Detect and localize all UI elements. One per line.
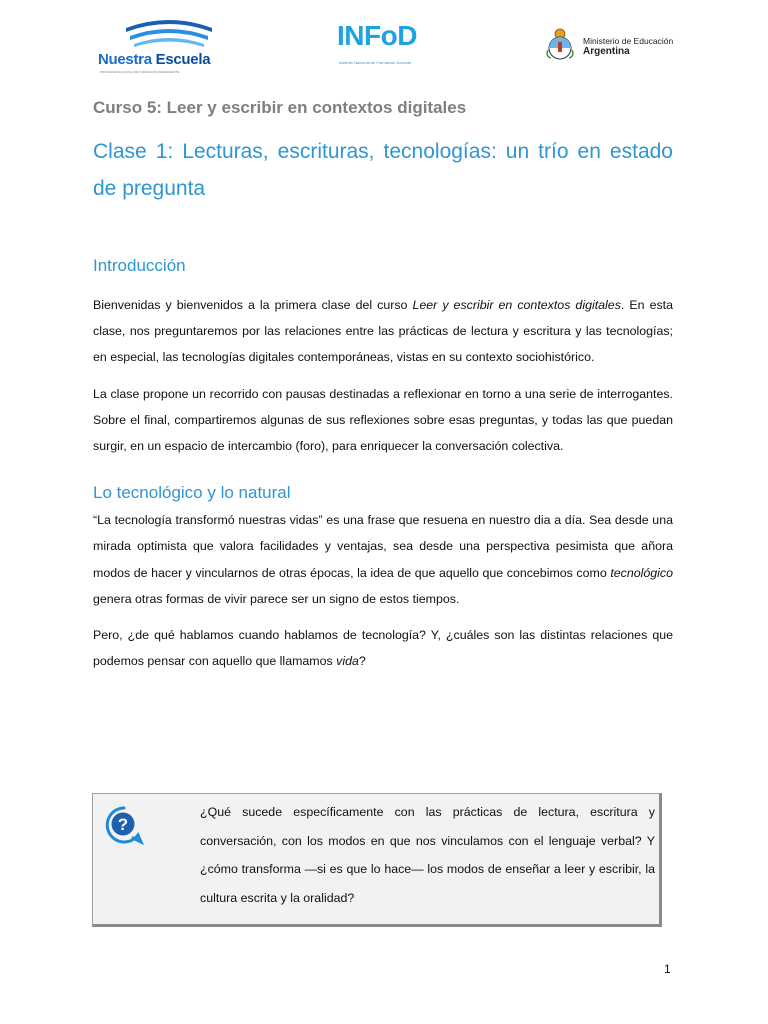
course-title: Curso 5: Leer y escribir en contextos digitales [93,98,467,117]
nuestra-escuela-logo [96,18,226,74]
page-number: 1 [664,962,671,976]
paragraph-tec-2: Pero, ¿de qué hablamos cuando hablamos de tecnología? Y, ¿cuáles son las distintas relaciones que podemos pensar con aquello que llamamos vida? [93,628,673,669]
question-text: ¿Qué sucede específicamente con las prácticas de lectura, escritura y conversación, con los modos en que nos vinculamos con el lenguaje verbal? Y ¿cómo transforma —si es que lo hace— los modos de enseñar a leer y escribir, la cultura escrita y la oralidad? [200,805,655,905]
nuestra-escuela-subtitle: PROGRAMA NACIONAL DE FORMACIÓN PERMANENTE [100,70,180,74]
paragraph-intro-2: La clase propone un recorrido con pausas destinadas a reflexionar en torno a una serie de interrogantes. Sobre el final, compartiremos algunas de sus reflexiones sobre esas preguntas, y todas las que puedan surgir, en un espacio de intercambio (foro), para enriquecer la conversación colectiva. [93,386,673,454]
nuestra-escuela-waves-icon [124,18,214,50]
document-body [93,95,673,674]
ministry-logo [545,26,685,66]
infod-wordmark: INFoD [337,20,417,51]
svg-text:?: ? [117,815,129,834]
argentina-seal-icon [545,26,575,60]
heading-introduccion: Introducción [93,256,186,275]
ministry-country: Argentina [583,46,630,57]
ministry-name: Ministerio de Educación [583,36,674,46]
paragraph-tec-1: “La tecnología transformó nuestras vidas” es una frase que resuena en nuestro dia a día. Sea desde una mirada optimista que valora facilidades y ventajas, sea desde una perspectiva pesimista que añora modos de hacer y vincularnos de otras épocas, la idea de que aquello que concebimos como tecnológico genera otras formas de vivir parece ser un signo de estos tiempos. [93,513,673,606]
infod-logo [337,20,447,70]
class-title: Clase 1: Lecturas, escrituras, tecnologías: un trío en estado de pregunta [93,140,673,200]
paragraph-intro-1: Bienvenidas y bienvenidos a la primera clase del curso Leer y escribir en contextos digitales. En esta clase, nos preguntaremos por las relaciones entre las prácticas de lectura y escritura y las tecnologías; en especial, las tecnologías digitales contemporáneas, vistas en su contexto sociohistórico. [93,298,673,365]
question-box [92,793,662,927]
page-header [0,14,768,74]
heading-lo-tecnologico: Lo tecnológico y lo natural [93,483,291,503]
question-bubble-icon [104,805,144,845]
infod-subtitle: Instituto Nacional de Formación Docente [339,60,412,65]
nuestra-escuela-wordmark: Nuestra Escuela [98,51,211,68]
